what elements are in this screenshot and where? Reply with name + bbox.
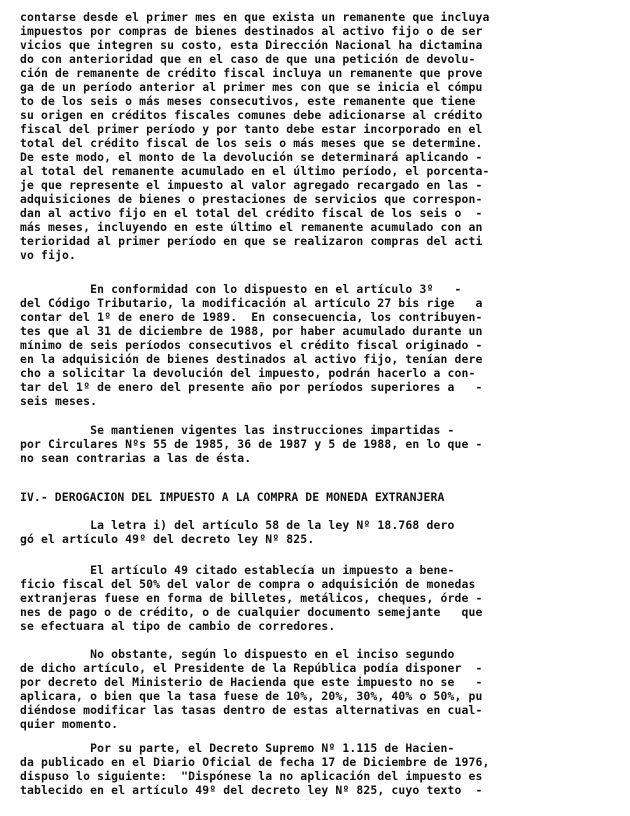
- text-line: cho a solicitar la devolución del impuesto, podrán hacerlo a con-: [20, 366, 476, 380]
- text-line: de dicho artículo, el Presidente de la República podía disponer -: [20, 661, 483, 675]
- text-line: tablecido en el artículo 49º del decreto ley Nº 825, cuyo texto -: [20, 783, 483, 797]
- text-line: tar del 1º de enero del presente año por períodos superiores a -: [20, 380, 483, 394]
- text-line: más meses, incluyendo en este último el remanente acumulado con an: [20, 220, 483, 234]
- text-line: je que represente el impuesto al valor agregado recargado en las -: [20, 178, 483, 192]
- text-line: De este modo, el monto de la devolución se determinará aplicando -: [20, 150, 483, 164]
- text-line: su origen en créditos fiscales comunes debe adicionarse al crédito: [20, 108, 483, 122]
- text-line: ga de un período anterior al primer mes con que se inicia el cómpu: [20, 80, 483, 94]
- text-line: contar del 1º de enero de 1989. En consecuencia, los contribuyen-: [20, 310, 483, 324]
- text-line: La letra i) del artículo 58 de la ley Nº 18.768 dero: [20, 518, 455, 532]
- text-line: En conformidad con lo dispuesto en el artículo 3º -: [20, 282, 462, 296]
- section-heading: IV.- DEROGACION DEL IMPUESTO A LA COMPRA DE MONEDA EXTRANJERA: [20, 490, 445, 504]
- text-line: aplicara, o bien que la tasa fuese de 10%, 20%, 30%, 40% o 50%, pu: [20, 689, 483, 703]
- text-line: por Circulares Nºs 55 de 1985, 36 de 1987 y 5 de 1988, en lo que -: [20, 437, 483, 451]
- text-line: en la adquisición de bienes destinados al activo fijo, tenían dere: [20, 352, 483, 366]
- text-line: vicios que integren su costo, esta Dirección Nacional ha dictamina: [20, 38, 483, 52]
- text-line: por decreto del Ministerio de Hacienda que este impuesto no se -: [20, 675, 483, 689]
- text-line: tes que al 31 de diciembre de 1988, por haber acumulado durante un: [20, 324, 483, 338]
- text-line: dan al activo fijo en el total del crédito fiscal de los seis o -: [20, 206, 483, 220]
- text-line: total del crédito fiscal de los seis o más meses que se determine.: [20, 136, 483, 150]
- text-line: nes de pago o de crédito, o de cualquier documento semejante que: [20, 605, 483, 619]
- text-line: diéndose modificar las tasas dentro de estas alternativas en cual-: [20, 703, 483, 717]
- text-line: gó el artículo 49º del decreto ley Nº 825.: [20, 532, 315, 546]
- text-line: del Código Tributario, la modificación al artículo 27 bis rige a: [20, 296, 483, 310]
- text-line: da publicado en el Diario Oficial de fecha 17 de Diciembre de 1976,: [20, 755, 490, 769]
- text-line: ción de remanente de crédito fiscal incluya un remanente que prove: [20, 66, 483, 80]
- text-line: do con anterioridad que en el caso de que una petición de devolu-: [20, 52, 476, 66]
- text-line: fiscal del primer período y por tanto debe estar incorporado en el: [20, 122, 483, 136]
- text-line: mínimo de seis períodos consecutivos el crédito fiscal originado -: [20, 338, 483, 352]
- text-line: contarse desde el primer mes en que exista un remanente que incluya: [20, 10, 490, 24]
- text-line: dispuso lo siguiente: "Dispónese la no aplicación del impuesto es: [20, 769, 483, 783]
- text-line: terioridad al primer período en que se realizaron compras del acti: [20, 234, 483, 248]
- text-line: Se mantienen vigentes las instrucciones impartidas -: [20, 423, 455, 437]
- text-line: Por su parte, el Decreto Supremo Nº 1.115 de Hacien-: [20, 741, 455, 755]
- text-line: no sean contrarias a las de ésta.: [20, 451, 252, 465]
- text-line: to de los seis o más meses consecutivos, este remanente que tiene: [20, 94, 476, 108]
- text-line: impuestos por compras de bienes destinados al activo fijo o de ser: [20, 24, 483, 38]
- text-line: quier momento.: [20, 717, 119, 731]
- text-line: ficio fiscal del 50% del valor de compra o adquisición de monedas: [20, 577, 476, 591]
- text-line: al total del remanente acumulado en el último período, el porcenta-: [20, 164, 490, 178]
- text-line: El artículo 49 citado establecía un impuesto a bene-: [20, 563, 455, 577]
- text-line: No obstante, según lo dispuesto en el inciso segundo: [20, 647, 455, 661]
- text-line: se efectuara al tipo de cambio de corredores.: [20, 619, 336, 633]
- text-line: adquisiciones de bienes o prestaciones de servicios que correspon-: [20, 192, 483, 206]
- text-line: seis meses.: [20, 394, 98, 408]
- text-line: vo fijo.: [20, 248, 77, 262]
- text-line: extranjeras fuese en forma de billetes, metálicos, cheques, órde -: [20, 591, 483, 605]
